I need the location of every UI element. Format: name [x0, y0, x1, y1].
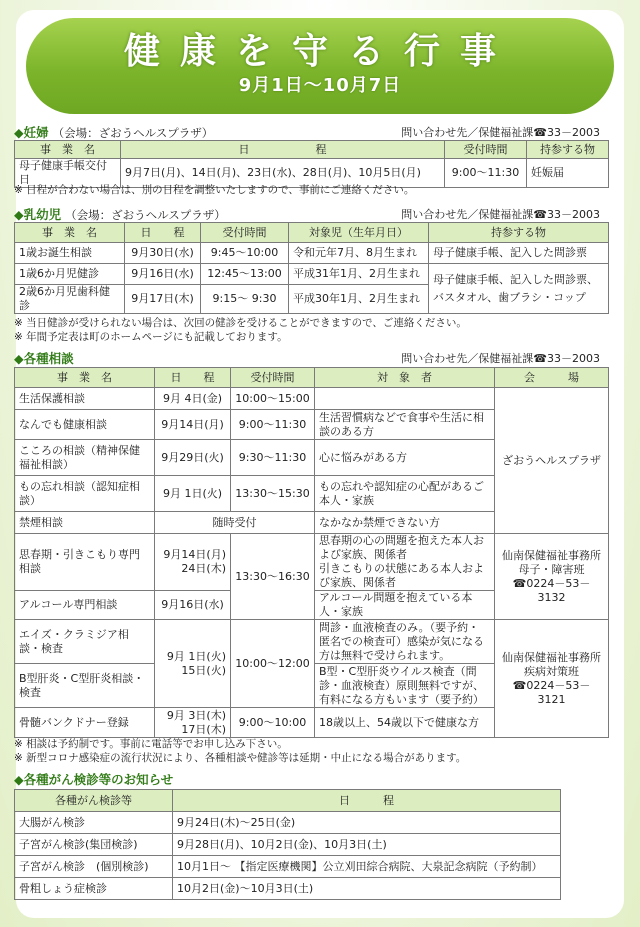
target-person: アルコール問題を抱えている本人・家族	[315, 591, 495, 620]
column-header: 対 象 者	[315, 368, 495, 388]
event-date: 9月 1日(火) 15日(火)	[155, 620, 231, 708]
event-name: 母子健康手帳交付日	[15, 159, 121, 188]
screening-name: 子宮がん検診 (個別検診)	[15, 856, 173, 878]
consult-table	[14, 367, 609, 738]
screening-name: 大腸がん検診	[15, 812, 173, 834]
column-header: 持参する物	[527, 141, 609, 159]
column-header: 受付時間	[231, 368, 315, 388]
cancer-table	[14, 789, 561, 900]
consult-section-header	[14, 349, 600, 367]
event-name: 禁煙相談	[15, 512, 155, 534]
event-date: 9月16日(水)	[155, 591, 231, 620]
target-birth-months: 令和元年7月、8月生まれ	[289, 243, 429, 264]
column-header: 日 程	[173, 790, 561, 812]
infant-section-title: ◆乳幼児	[14, 207, 62, 222]
target-person: 思春期の心の問題を抱えた本人および家族、関係者 引きこもりの状態にある本人および家族、関係者	[315, 534, 495, 591]
reception-time: 9:45～10:00	[201, 243, 289, 264]
reception-time: 9:00～11:30	[445, 159, 527, 188]
target-birth-months: 平成31年1月、2月生まれ	[289, 264, 429, 285]
event-name: なんでも健康相談	[15, 410, 155, 440]
infant-table	[14, 222, 609, 314]
screening-name: 子宮がん検診(集団検診)	[15, 834, 173, 856]
column-header: 受付時間	[201, 223, 289, 243]
infant-contact: 問い合わせ先／保健福祉課☎33－2003	[401, 208, 600, 221]
target-person	[315, 388, 495, 410]
event-dates: 9月7日(月)、14日(月)、23日(水)、28日(月)、10月5日(月)	[121, 159, 445, 188]
reception-time: 13:30～16:30	[231, 534, 315, 620]
screening-dates: 9月24日(木)～25日(金)	[173, 812, 561, 834]
event-name: 1歳お誕生相談	[15, 243, 125, 264]
target-person: 18歳以上、54歳以下で健康な方	[315, 708, 495, 738]
items-to-bring: 母子健康手帳、記入した問診票、バスタオル、歯ブラシ・コップ	[429, 264, 609, 314]
target-person: 問診・血液検査のみ。（要予約・匿名での検査可）感染が気になる方は無料で受けられます。	[315, 620, 495, 664]
event-date: 9月 3日(木) 17日(木)	[155, 708, 231, 738]
target-person: もの忘れや認知症の心配があるご本人・家族	[315, 476, 495, 512]
cancer-section-title: ◆各種がん検診等のお知らせ	[14, 772, 174, 787]
event-date: 9月30日(水)	[125, 243, 201, 264]
consult-note-1: ※ 相談は予約制です。事前に電話等でお申し込み下さい。	[14, 738, 288, 750]
venue-zao: ざおうヘルスプラザ	[495, 388, 609, 534]
reception-time: 9:30～11:30	[231, 440, 315, 476]
screening-dates: 9月28日(月)、10月2日(金)、10月3日(土)	[173, 834, 561, 856]
event-name: もの忘れ相談（認知症相談）	[15, 476, 155, 512]
column-header: 受付時間	[445, 141, 527, 159]
target-person: 心に悩みがある方	[315, 440, 495, 476]
event-name: こころの相談（精神保健福祉相談）	[15, 440, 155, 476]
pregnant-contact: 問い合わせ先／保健福祉課☎33－2003	[401, 126, 600, 139]
reception-time: 9:15～ 9:30	[201, 285, 289, 314]
screening-dates: 10月2日(金)～10月3日(土)	[173, 878, 561, 900]
table-row	[15, 834, 561, 856]
table-row	[15, 388, 609, 410]
event-name: エイズ・クラミジア相談・検査	[15, 620, 155, 664]
consult-note-2: ※ 新型コロナ感染症の流行状況により、各種相談や健診等は延期・中止になる場合があります。	[14, 752, 467, 764]
event-name: 1歳6か月児健診	[15, 264, 125, 285]
column-header: 日 程	[125, 223, 201, 243]
target-person: 生活習慣病などで食事や生活に相談のある方	[315, 410, 495, 440]
pregnant-table	[14, 140, 609, 188]
table-row	[15, 620, 609, 664]
infant-note-2: ※ 年間予定表は町のホームページにも記載しております。	[14, 331, 288, 343]
infant-venue: （会場：ざおうヘルスプラザ）	[65, 208, 226, 222]
event-date: 9月14日(月) 24日(木)	[155, 534, 231, 591]
items-to-bring: 母子健康手帳、記入した問診票	[429, 243, 609, 264]
screening-name: 骨粗しょう症検診	[15, 878, 173, 900]
event-date: 9月29日(火)	[155, 440, 231, 476]
table-row	[15, 264, 609, 285]
screening-dates: 10月1日～ 【指定医療機関】公立刈田綜合病院、大泉記念病院（予約制）	[173, 856, 561, 878]
event-date: 9月 1日(火)	[155, 476, 231, 512]
table-header-row	[15, 368, 609, 388]
column-header: 持参する物	[429, 223, 609, 243]
event-name: アルコール専門相談	[15, 591, 155, 620]
venue-sennan-boshi: 仙南保健福祉事務所 母子・障害班 ☎0224－53－3132	[495, 534, 609, 620]
page-title: 健康を守る行事	[123, 31, 516, 72]
reception-time: 9:00～11:30	[231, 410, 315, 440]
event-name: 2歳6か月児歯科健診	[15, 285, 125, 314]
consult-contact: 問い合わせ先／保健福祉課☎33－2003	[401, 352, 600, 365]
table-row	[15, 534, 609, 591]
reception-time: 13:30～15:30	[231, 476, 315, 512]
column-header: 事 業 名	[15, 141, 121, 159]
event-name: 生活保護相談	[15, 388, 155, 410]
target-birth-months: 平成30年1月、2月生まれ	[289, 285, 429, 314]
column-header: 事 業 名	[15, 223, 125, 243]
event-datetime: 随時受付	[155, 512, 315, 534]
reception-time: 12:45～13:00	[201, 264, 289, 285]
table-header-row	[15, 223, 609, 243]
event-date: 9月 4日(金)	[155, 388, 231, 410]
table-row	[15, 856, 561, 878]
column-header: 各種がん検診等	[15, 790, 173, 812]
column-header: 会 場	[495, 368, 609, 388]
event-date: 9月17日(木)	[125, 285, 201, 314]
target-person: なかなか禁煙できない方	[315, 512, 495, 534]
pregnant-section-header	[14, 123, 600, 141]
infant-note-1: ※ 当日健診が受けられない場合は、次回の健診を受けることができますので、ご連絡ください。	[14, 317, 467, 329]
event-date: 9月16日(水)	[125, 264, 201, 285]
venue-sennan-shippei: 仙南保健福祉事務所 疾病対策班 ☎0224－53－3121	[495, 620, 609, 738]
consult-section-title: ◆各種相談	[14, 351, 74, 366]
column-header: 事 業 名	[15, 368, 155, 388]
column-header: 日 程	[121, 141, 445, 159]
table-row	[15, 243, 609, 264]
title-banner	[26, 18, 614, 114]
reception-time: 9:00～10:00	[231, 708, 315, 738]
items-to-bring: 妊娠届	[527, 159, 609, 188]
column-header: 日 程	[155, 368, 231, 388]
pregnant-note: ※ 日程が合わない場合は、別の日程を調整いたしますので、事前にご連絡ください。	[14, 184, 415, 196]
pregnant-section-title: ◆妊婦	[14, 125, 49, 140]
table-row	[15, 812, 561, 834]
event-name: 思春期・引きこもり専門相談	[15, 534, 155, 591]
pregnant-venue: （会場：ざおうヘルスプラザ）	[52, 126, 214, 140]
cancer-section-header	[14, 770, 600, 788]
infant-section-header	[14, 205, 600, 223]
table-row	[15, 878, 561, 900]
event-name: 骨髄バンクドナー登録	[15, 708, 155, 738]
target-person: B型・C型肝炎ウイルス検査（問診・血液検査）原則無料ですが、有料になる方もいます（要予約）	[315, 664, 495, 708]
event-period: 9月1日～10月7日	[238, 75, 402, 96]
table-header-row	[15, 141, 609, 159]
event-date: 9月14日(月)	[155, 410, 231, 440]
table-header-row	[15, 790, 561, 812]
column-header: 対象児（生年月日）	[289, 223, 429, 243]
event-name: B型肝炎・C型肝炎相談・検査	[15, 664, 155, 708]
reception-time: 10:00～15:00	[231, 388, 315, 410]
reception-time: 10:00～12:00	[231, 620, 315, 708]
